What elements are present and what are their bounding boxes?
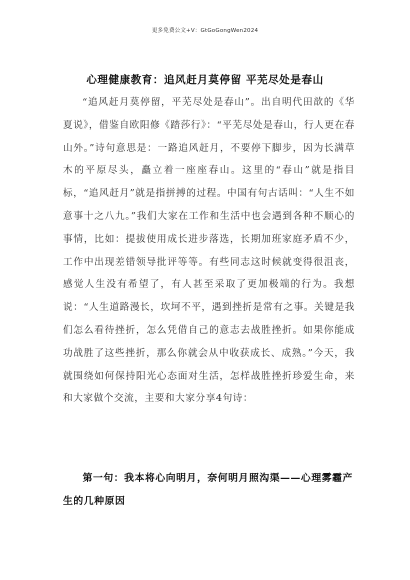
section-heading: 第一句：我本将心向明月，奈何明月照沟渠——心理雾霾产生的几种原因	[63, 473, 353, 507]
document-title: 心理健康教育：追风赶月莫停留 平芜尽处是春山	[86, 74, 324, 86]
document-body	[63, 92, 355, 411]
body-paragraph: “追风赶月莫停留，平芜尽处是春山”。出自明代田歆的《华夏说》，借鉴自欧阳修《踏莎行》：“平芜尽处是春山，行人更在春山外。”诗句意思是：一路追风赶月，不要停下脚步，因为长满草木的平原尽头，矗立着一座座春山。这里的“春山”就是指目标，“追风赶月”就是指拼搏的过程。中国有句古话叫：“人生不如意事十之八九。”我们大家在工作和生活中也会遇到各种不顺心的事情，比如：提拔使用成长进步落选，长期加班家庭矛盾不少，工作中出现差错领导批评等等。有些同志这时候就变得很沮丧，感觉人生没有希望了，有人甚至采取了更加极端的行为。我想说：“人生道路漫长，坎坷不平，遇到挫折是常有之事。关键是我们怎么看待挫折，怎么凭借自己的意志去战胜挫折。如果你能成功战胜了这些挫折，那么你就会从中收获成长、成熟。”今天，我就围绕如何保持阳光心态面对生活，怎样战胜挫折珍爱生命，来和大家做个交流，主要和大家分享4句诗：	[63, 97, 355, 405]
header-note: 更多免费公文+V：GtGoGongWen2024	[151, 28, 259, 34]
